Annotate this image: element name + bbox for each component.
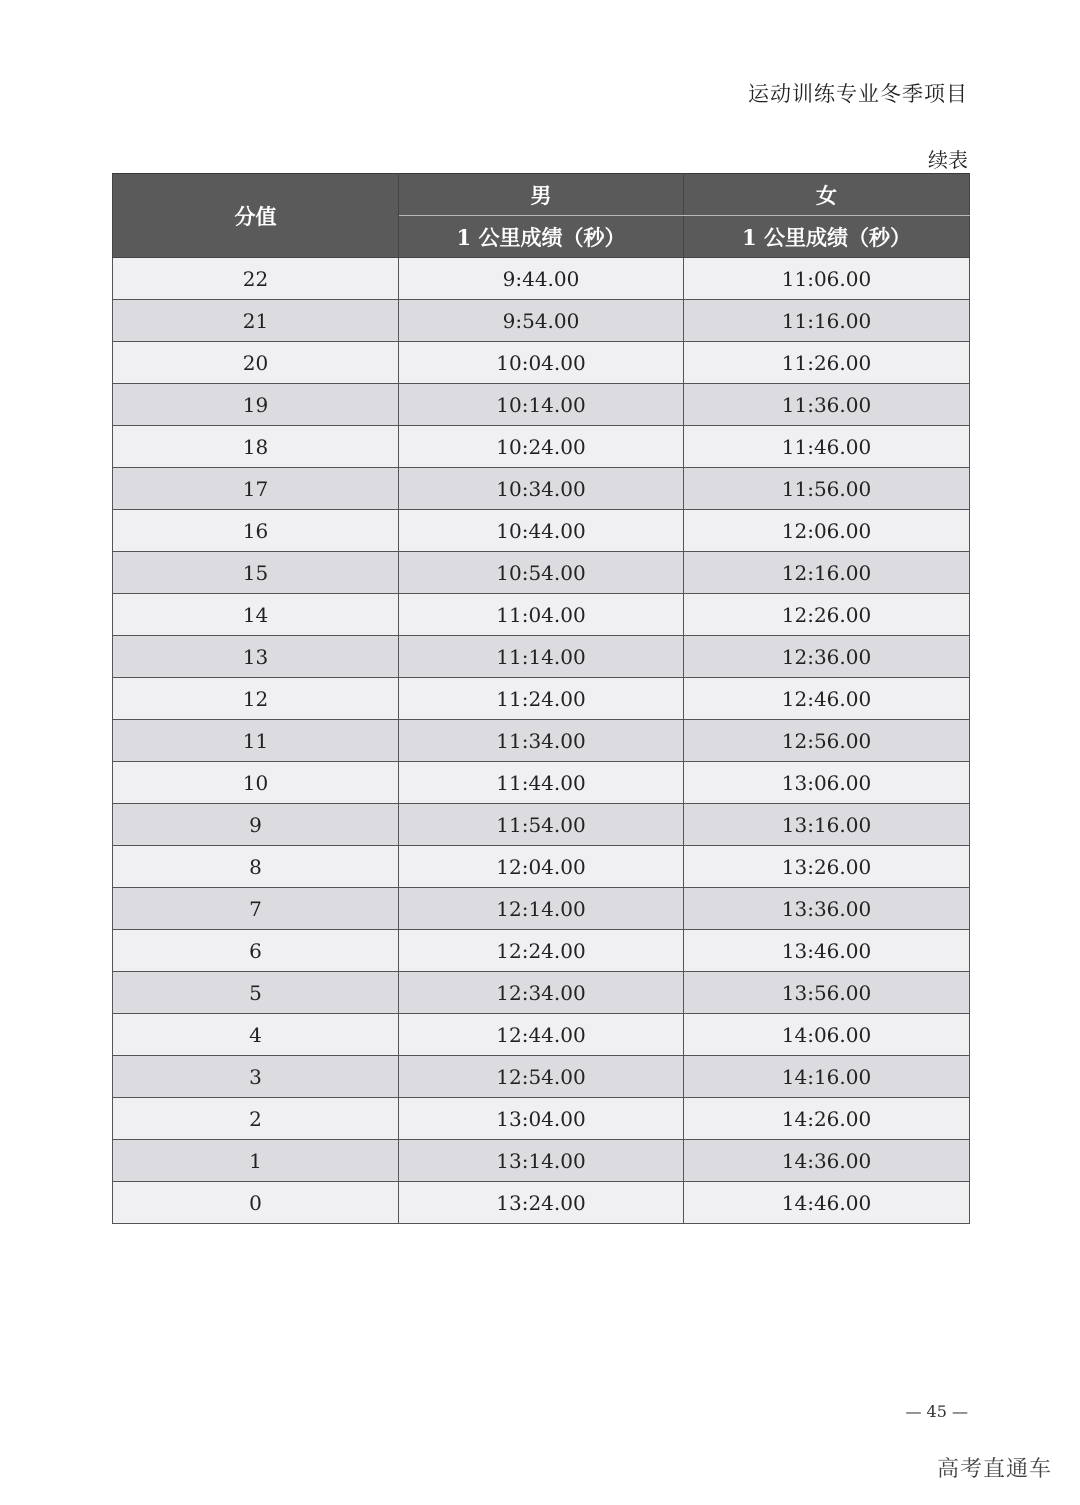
male-time-cell: 10:54.00 — [399, 552, 684, 594]
score-cell: 17 — [113, 468, 399, 510]
table-row — [113, 426, 970, 468]
female-time-cell: 13:56.00 — [684, 972, 970, 1014]
table-row — [113, 384, 970, 426]
score-cell: 0 — [113, 1182, 399, 1224]
table-row — [113, 594, 970, 636]
male-time-cell: 13:14.00 — [399, 1140, 684, 1182]
score-cell: 4 — [113, 1014, 399, 1056]
score-cell: 12 — [113, 678, 399, 720]
score-table — [112, 173, 970, 1224]
female-time-cell: 11:06.00 — [684, 258, 970, 300]
male-time-cell: 11:14.00 — [399, 636, 684, 678]
score-cell: 6 — [113, 930, 399, 972]
male-time-cell: 12:14.00 — [399, 888, 684, 930]
page-number: — 45 — — [905, 1402, 968, 1421]
table-row — [113, 720, 970, 762]
table-row — [113, 846, 970, 888]
male-time-cell: 11:44.00 — [399, 762, 684, 804]
male-time-cell: 10:04.00 — [399, 342, 684, 384]
female-time-cell: 12:36.00 — [684, 636, 970, 678]
score-cell: 2 — [113, 1098, 399, 1140]
male-time-cell: 10:34.00 — [399, 468, 684, 510]
score-cell: 18 — [113, 426, 399, 468]
male-column-header: 男 — [399, 174, 684, 216]
score-cell: 11 — [113, 720, 399, 762]
female-time-cell: 12:26.00 — [684, 594, 970, 636]
male-time-cell: 9:44.00 — [399, 258, 684, 300]
table-row — [113, 930, 970, 972]
female-time-cell: 12:06.00 — [684, 510, 970, 552]
male-time-cell: 10:44.00 — [399, 510, 684, 552]
score-cell: 9 — [113, 804, 399, 846]
score-cell: 19 — [113, 384, 399, 426]
watermark-text: 高考直通车 — [936, 1457, 1052, 1482]
male-time-cell: 11:24.00 — [399, 678, 684, 720]
male-time-cell: 10:24.00 — [399, 426, 684, 468]
score-cell: 13 — [113, 636, 399, 678]
table-header — [113, 174, 970, 258]
table-row — [113, 1014, 970, 1056]
male-time-cell: 12:54.00 — [399, 1056, 684, 1098]
female-time-cell: 14:06.00 — [684, 1014, 970, 1056]
female-time-cell: 12:16.00 — [684, 552, 970, 594]
female-time-cell: 13:16.00 — [684, 804, 970, 846]
female-time-cell: 14:16.00 — [684, 1056, 970, 1098]
table-row — [113, 258, 970, 300]
table-row — [113, 552, 970, 594]
table-row — [113, 762, 970, 804]
female-time-cell: 14:46.00 — [684, 1182, 970, 1224]
score-cell: 1 — [113, 1140, 399, 1182]
female-time-subheader: 1 公里成绩（秒） — [684, 216, 970, 258]
table-row — [113, 468, 970, 510]
score-cell: 16 — [113, 510, 399, 552]
male-time-cell: 13:24.00 — [399, 1182, 684, 1224]
female-time-cell: 13:26.00 — [684, 846, 970, 888]
table-row — [113, 342, 970, 384]
table-row — [113, 888, 970, 930]
female-time-cell: 12:46.00 — [684, 678, 970, 720]
score-cell: 21 — [113, 300, 399, 342]
female-time-cell: 11:46.00 — [684, 426, 970, 468]
female-time-cell: 11:16.00 — [684, 300, 970, 342]
female-time-cell: 12:56.00 — [684, 720, 970, 762]
table-row — [113, 510, 970, 552]
male-time-cell: 10:14.00 — [399, 384, 684, 426]
female-time-cell: 13:36.00 — [684, 888, 970, 930]
score-cell: 8 — [113, 846, 399, 888]
male-time-cell: 11:34.00 — [399, 720, 684, 762]
male-time-cell: 11:04.00 — [399, 594, 684, 636]
score-cell: 14 — [113, 594, 399, 636]
male-time-cell: 9:54.00 — [399, 300, 684, 342]
score-cell: 5 — [113, 972, 399, 1014]
score-cell: 10 — [113, 762, 399, 804]
female-time-cell: 11:36.00 — [684, 384, 970, 426]
female-time-cell: 14:26.00 — [684, 1098, 970, 1140]
male-time-cell: 12:34.00 — [399, 972, 684, 1014]
score-cell: 20 — [113, 342, 399, 384]
running-header-title: 运动训练专业冬季项目 — [748, 82, 968, 106]
male-time-subheader: 1 公里成绩（秒） — [399, 216, 684, 258]
male-time-cell: 12:44.00 — [399, 1014, 684, 1056]
score-cell: 22 — [113, 258, 399, 300]
table-row — [113, 804, 970, 846]
female-time-cell: 14:36.00 — [684, 1140, 970, 1182]
table-row — [113, 678, 970, 720]
table-row — [113, 1182, 970, 1224]
female-time-cell: 13:46.00 — [684, 930, 970, 972]
score-cell: 7 — [113, 888, 399, 930]
female-column-header: 女 — [684, 174, 970, 216]
table-row — [113, 1140, 970, 1182]
male-time-cell: 13:04.00 — [399, 1098, 684, 1140]
score-cell: 15 — [113, 552, 399, 594]
table-row — [113, 300, 970, 342]
score-column-header: 分值 — [113, 174, 399, 258]
female-time-cell: 11:56.00 — [684, 468, 970, 510]
table-row — [113, 1056, 970, 1098]
table-row — [113, 636, 970, 678]
male-time-cell: 12:24.00 — [399, 930, 684, 972]
table-row — [113, 972, 970, 1014]
male-time-cell: 12:04.00 — [399, 846, 684, 888]
score-cell: 3 — [113, 1056, 399, 1098]
table-row — [113, 1098, 970, 1140]
male-time-cell: 11:54.00 — [399, 804, 684, 846]
female-time-cell: 11:26.00 — [684, 342, 970, 384]
table-body — [113, 258, 970, 1224]
continued-table-label: 续表 — [928, 148, 968, 172]
female-time-cell: 13:06.00 — [684, 762, 970, 804]
